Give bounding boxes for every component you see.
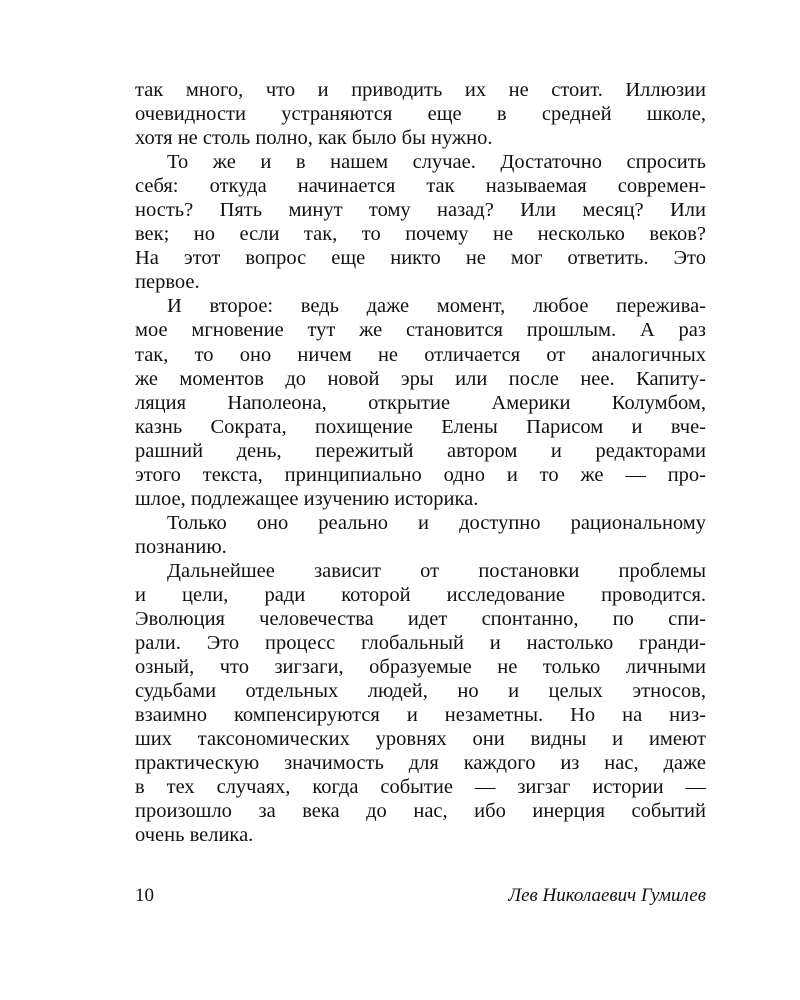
- text-line: Только оно реально и доступно рациональному: [167, 511, 706, 534]
- text-line: рашний день, пережитый автором и редакторами: [135, 439, 706, 462]
- text-line: ляция Наполеона, открытие Америки Колумбом,: [135, 391, 706, 414]
- text-line: озный, что зигзаги, образуемые не только личными: [135, 656, 706, 679]
- text-line: же моментов до новой эры или после нее. Капиту-: [135, 367, 706, 390]
- body-text: [135, 78, 706, 848]
- text-line: век; но если так, то почему не несколько веков?: [135, 223, 706, 246]
- running-footer-author: Лев Николаевич Гумилев: [508, 885, 706, 906]
- page-footer: [135, 885, 706, 911]
- text-line: первое.: [135, 271, 200, 294]
- text-line: судьбами отдельных людей, но и целых этносов,: [135, 680, 706, 703]
- text-line: так, то оно ничем не отличается от аналогичных: [135, 343, 706, 366]
- text-line: познанию.: [135, 535, 227, 558]
- text-line: себя: откуда начинается так называемая современ-: [135, 175, 706, 198]
- text-line: практическую значимость для каждого из нас, даже: [135, 752, 706, 775]
- text-line: шлое, подлежащее изучению историка.: [135, 487, 479, 510]
- text-line: казнь Сократа, похищение Елены Парисом и вче-: [135, 415, 706, 438]
- text-line: очень велика.: [135, 824, 254, 847]
- text-line: И второе: ведь даже момент, любое пережива-: [167, 295, 706, 318]
- text-line: ность? Пять минут тому назад? Или месяц? Или: [135, 199, 706, 222]
- text-line: хотя не столь полно, как было бы нужно.: [135, 127, 493, 150]
- text-line: мое мгновение тут же становится прошлым. А раз: [135, 319, 706, 342]
- text-line: взаимно компенсируются и незаметны. Но на низ-: [135, 704, 706, 727]
- text-line: Эволюция человечества идет спонтанно, по спи-: [135, 608, 706, 631]
- page-number: 10: [135, 885, 154, 906]
- text-line: То же и в нашем случае. Достаточно спросить: [167, 151, 706, 174]
- text-line: в тех случаях, когда событие — зигзаг истории —: [135, 776, 706, 799]
- text-line: рали. Это процесс глобальный и настолько гранди-: [135, 632, 706, 655]
- text-line: и цели, ради которой исследование проводится.: [135, 583, 706, 606]
- text-line: ших таксономических уровнях они видны и имеют: [135, 728, 706, 751]
- text-line: На этот вопрос еще никто не мог ответить. Это: [135, 247, 706, 270]
- text-line: очевидности устраняются еще в средней школе,: [135, 103, 706, 126]
- text-line: Дальнейшее зависит от постановки проблемы: [167, 559, 706, 582]
- text-line: произошло за века до нас, ибо инерция событий: [135, 800, 706, 823]
- text-line: этого текста, принципиально одно и то же — про-: [135, 463, 706, 486]
- text-line: так много, что и приводить их не стоит. Иллюзии: [135, 79, 706, 101]
